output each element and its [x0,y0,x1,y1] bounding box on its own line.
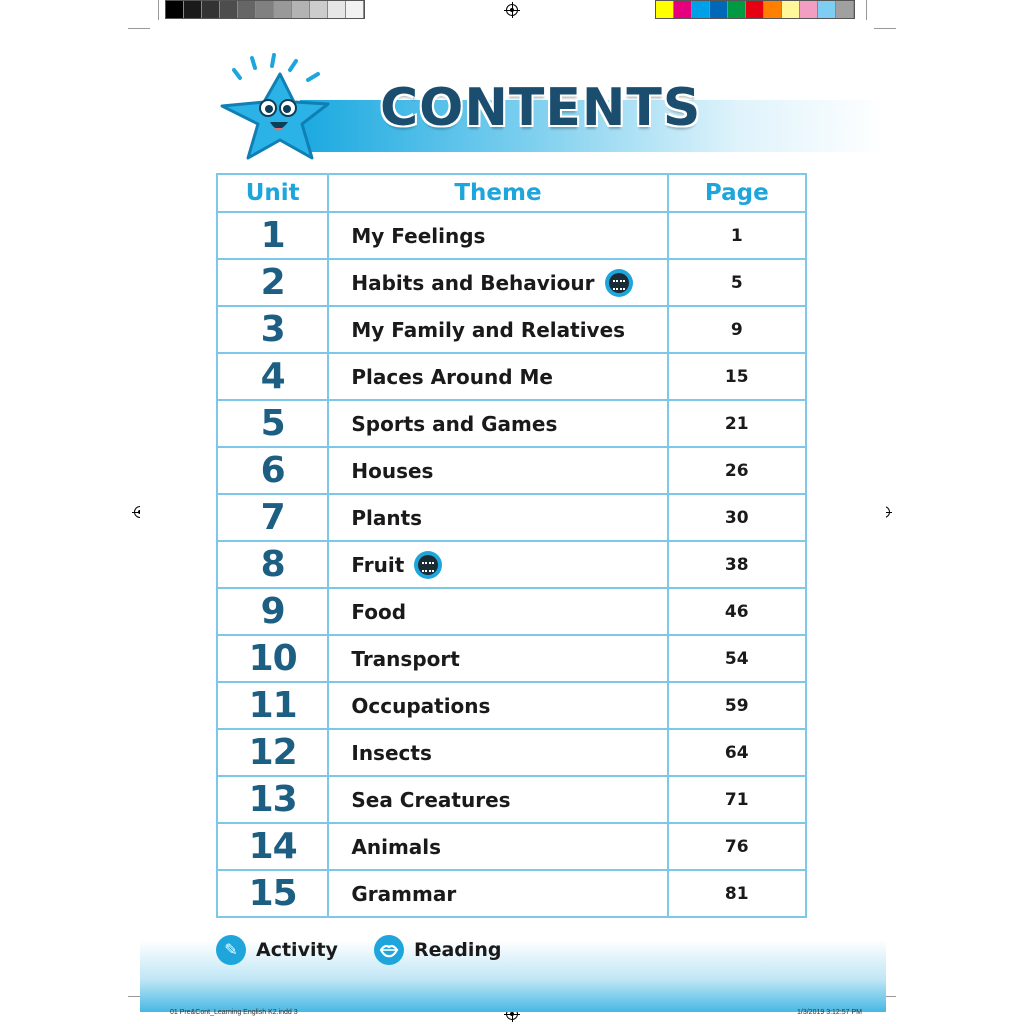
crop-mark [874,28,896,29]
theme-label: Sea Creatures [351,787,511,812]
theme-cell-content [351,551,666,579]
theme-cell [328,400,667,447]
color-swatch [710,1,728,18]
unit-number: 6 [217,447,328,494]
legend-activity [216,935,338,965]
theme-label: Food [351,599,407,624]
crop-mark [866,0,867,20]
table-row [217,212,806,259]
theme-cell-content [351,647,666,671]
theme-cell [328,494,667,541]
page-title: CONTENTS [380,78,702,138]
color-swatch [292,1,310,18]
theme-cell-content [351,788,666,812]
color-swatch [166,1,184,18]
theme-label: Occupations [351,693,491,718]
page-number: 21 [668,400,806,447]
color-swatch [692,1,710,18]
legend-reading [374,935,502,965]
theme-cell-content [351,459,666,483]
theme-cell [328,682,667,729]
theme-label: Insects [351,740,432,765]
footer-filename: 01 Pre&Cont_Learning English K2.indd 3 [170,1009,298,1016]
unit-number: 13 [217,776,328,823]
theme-cell [328,588,667,635]
unit-number: 7 [217,494,328,541]
header-theme: Theme [328,174,667,212]
page-number: 15 [668,353,806,400]
registration-mark-top [506,4,518,16]
legend-reading-label: Reading [413,939,502,961]
unit-number: 12 [217,729,328,776]
page-number: 64 [668,729,806,776]
color-swatch-bar [655,0,855,19]
theme-cell-content [351,365,666,389]
unit-number: 4 [217,353,328,400]
theme-cell [328,635,667,682]
theme-cell-content [351,882,666,906]
theme-cell-content [351,741,666,765]
theme-label: Grammar [351,881,457,906]
page-number: 30 [668,494,806,541]
theme-label: Animals [351,834,442,859]
grayscale-swatch-bar [165,0,365,19]
table-row [217,776,806,823]
color-swatch [184,1,202,18]
theme-label: Sports and Games [351,411,558,436]
color-swatch [256,1,274,18]
reading-icon [414,551,442,579]
theme-cell [328,823,667,870]
unit-number: 15 [217,870,328,917]
theme-cell [328,306,667,353]
page-number: 9 [668,306,806,353]
theme-cell [328,776,667,823]
header-unit: Unit [217,174,328,212]
unit-number: 3 [217,306,328,353]
theme-label: My Feelings [351,223,486,248]
reading-icon [605,269,633,297]
theme-cell [328,353,667,400]
page-number: 26 [668,447,806,494]
unit-number: 2 [217,259,328,306]
theme-cell-content [351,269,666,297]
color-swatch [346,1,364,18]
table-row [217,682,806,729]
page-number: 71 [668,776,806,823]
color-swatch [818,1,836,18]
unit-number: 8 [217,541,328,588]
unit-number: 14 [217,823,328,870]
table-row [217,306,806,353]
icon-legend [216,935,538,965]
unit-number: 11 [217,682,328,729]
theme-cell-content [351,412,666,436]
page-number: 46 [668,588,806,635]
table-row [217,635,806,682]
unit-number: 1 [217,212,328,259]
table-header-row [217,174,806,212]
color-swatch [674,1,692,18]
theme-label: Plants [351,505,423,530]
page-number: 1 [668,212,806,259]
color-swatch [746,1,764,18]
theme-label: Places Around Me [351,364,553,389]
page-number: 81 [668,870,806,917]
color-swatch [764,1,782,18]
crop-mark [158,0,159,20]
color-swatch [836,1,854,18]
crop-mark [128,28,150,29]
color-swatch [274,1,292,18]
contents-table [216,173,807,918]
color-swatch [202,1,220,18]
theme-cell [328,729,667,776]
color-swatch [238,1,256,18]
theme-label: Habits and Behaviour [351,270,595,295]
table-row [217,494,806,541]
theme-cell-content [351,835,666,859]
color-swatch [310,1,328,18]
header-page: Page [668,174,806,212]
unit-number: 10 [217,635,328,682]
unit-number: 9 [217,588,328,635]
legend-activity-label: Activity [256,939,338,961]
theme-label: Fruit [351,552,405,577]
color-swatch [328,1,346,18]
page-number: 38 [668,541,806,588]
color-swatch [728,1,746,18]
theme-cell [328,447,667,494]
table-row [217,588,806,635]
theme-cell-content [351,600,666,624]
theme-cell [328,870,667,917]
page-number: 59 [668,682,806,729]
color-swatch [220,1,238,18]
table-row [217,400,806,447]
color-swatch [656,1,674,18]
table-row [217,823,806,870]
unit-number: 5 [217,400,328,447]
page-number: 5 [668,259,806,306]
page-number: 76 [668,823,806,870]
theme-cell-content [351,506,666,530]
theme-cell [328,259,667,306]
star-mascot-icon [210,48,340,168]
table-row [217,729,806,776]
table-row [217,541,806,588]
theme-cell [328,541,667,588]
pencil-icon: ✎ [216,935,246,965]
theme-cell-content [351,694,666,718]
table-row [217,259,806,306]
theme-cell-content [351,318,666,342]
lips-icon [374,935,404,965]
color-swatch [782,1,800,18]
footer-timestamp: 1/3/2019 3:12:57 PM [797,1009,862,1016]
theme-cell-content [351,224,666,248]
theme-label: My Family and Relatives [351,317,626,342]
theme-cell [328,212,667,259]
table-row [217,447,806,494]
theme-label: Houses [351,458,434,483]
color-swatch [800,1,818,18]
page-number: 54 [668,635,806,682]
table-row [217,870,806,917]
table-row [217,353,806,400]
theme-label: Transport [351,646,460,671]
